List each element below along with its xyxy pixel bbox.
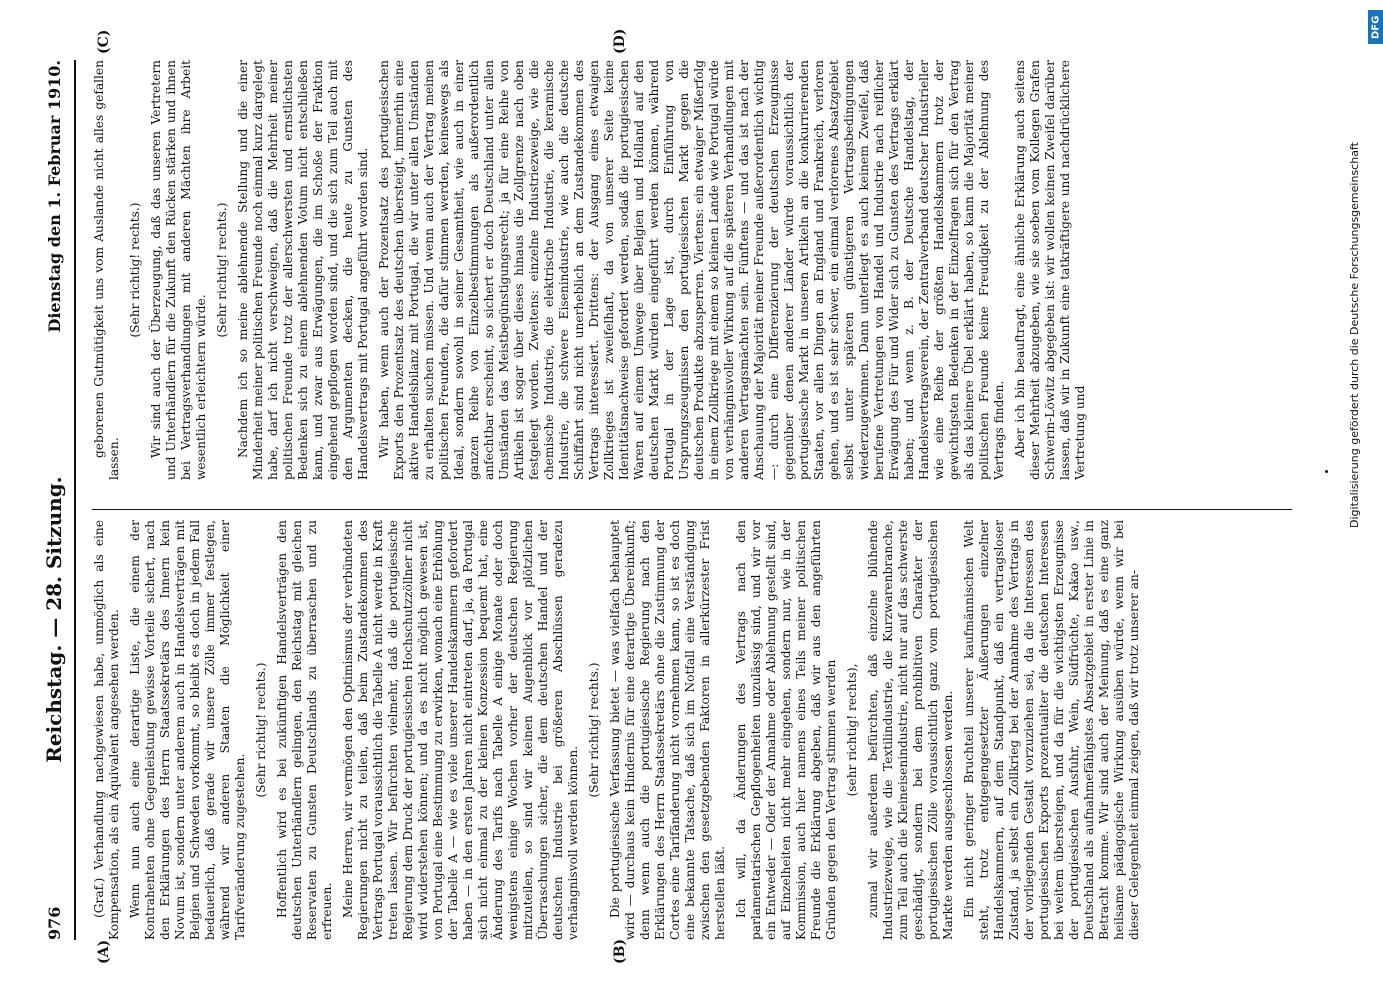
margin-marker-a: (A) — [96, 939, 112, 964]
page-number: 976 — [44, 906, 64, 940]
margin-marker-c: (C) — [96, 29, 112, 54]
dfg-logo: DFG — [1368, 10, 1383, 44]
paragraph: Ein nicht geringer Bruchteil unserer kaufmännischen Welt steht, trotz entgegengesetzter Äußerungen einzelner Handelskammern, auf dem Standpunkt, daß ein vertragsloser Zustand, ja selbst ein Zollkrieg bei der Annahme des Vertrags in der vorliegenden Gestalt vorzuziehen sei, da die Interessen des portugiesischen Exports prozentualiter die deutschen Interessen bei weitem übersteigen, und da für die wichtigsten Erzeugnisse der portugiesischen Ausfuhr, Wein, Südfrüchte, Kakao usw., Deutschland als aufnahmefähigstes Absatzgebiet in erster Linie in Betracht komme. Wir sind auch der Meinung, daß es eine ganz heilsame pädagogische Wirkung ausüben würde, wenn wir bei dieser Gelegenheit einmal zeigen, daß wir trotz unserer an- — [962, 520, 1141, 940]
interjection: (Sehr richtig! rechts.) — [128, 202, 142, 338]
paragraph: Hoffentlich wird es bei zukünftigen Handelsverträgen den deutschen Unterhändlern gelingen, den Reichstag mit gleichen Reservaten zu Gunsten Deutschlands zu überraschen und zu erfreuen. — [275, 520, 334, 940]
session-title: Reichstag. — 28. Sitzung. — [42, 476, 66, 763]
interjection: (sehr richtig! rechts), — [845, 663, 859, 797]
column-divider — [92, 509, 1292, 510]
paragraph: Wir sind auch der Überzeugung, daß das unseren Vertretern und Unterhändlern für die Zukunft den Rücken stärken und ihnen bei Vertragsverhandlungen mit anderen Mächten ihre Arbeit wesentlich erleichtern würde. — [149, 60, 208, 480]
margin-marker-d: (D) — [612, 28, 628, 54]
right-column — [92, 60, 1292, 480]
credit-text: Digitalisierung gefördert durch die Deutsche Forschungsgemeinschaft — [1348, 142, 1361, 528]
paragraph: Ich will, da Änderungen des Vertrags nach den parlamentarischen Gepflogenheiten unzulässig sind, und wir vor ein Entweder — Oder der Annahme oder Ablehnung gestellt sind, auf Einzelheiten nicht mehr eingehen, sondern nur, wie in der Kommission, auch hier namens eines Teils meiner politischen Freunde die Erklärung abgeben, daß wir aus den angeführten Gründen gegen den Vertrag stimmen werden — [734, 520, 838, 940]
paragraph: Aber ich bin beauftragt, eine ähnliche Erklärung auch seitens dieser Mehrheit abzugeben, wie sie soeben vom Kollegen Grafen Schwerin-Löwitz abgegeben ist: wir wollen keinen Zweifel darüber lassen, daß wir in Zukunft eine tatkräftigere und nachdrücklichere Vertretung und — [1013, 60, 1087, 480]
paragraph: Nachdem ich so meine ablehnende Stellung und die einer Minderheit meiner politischen Freunde noch einmal kurz dargelegt habe, darf ich nicht verschweigen, daß die Mehrheit meiner politischen Freunde trotz der allerschwersten und ernstlichsten Bedenken sich zu einem ablehnenden Votum nicht entschließen kann, und zwar aus Erwägungen, die im Schoße der Fraktion eingehend gepflogen worden sind, und die sich zum Teil auch mit den Argumenten decken, die heute zu Gunsten des Handelsvertrags mit Portugal angeführt worden sind. — [236, 60, 370, 480]
interjection: (Sehr richtig! rechts.) — [254, 662, 268, 798]
header-rule — [74, 60, 76, 940]
page-header — [40, 60, 68, 940]
paragraph: Wenn nun auch eine derartige Liste, die einem der Kontrahenten ohne Gegenleistung gewisse Vorteile sichert, nach den Erklärungen des Herrn Staatssekretärs des Innern kein Novum ist, sondern unter anderem auch in Handelsverträgen mit Belgien und Schweden vorkommt, so bleibt es doch in jedem Fall bedauerlich, daß gerade wir unsere Zölle immer festlegen, während wir anderen Staaten die Möglichkeit einer Tarifveränderung zugestehen. — [128, 520, 247, 940]
paragraph: zumal wir außerdem befürchten, daß einzelne blühende Industriezweige, wie die Textilindustrie, die Kurzwarenbranche, zum Teil auch die Kleineisenindustrie, nicht nur auf das schwerste geschädigt, sondern bei dem prohibitiven Charakter der portugiesischen Zölle voraussichtlich ganz vom portugiesischen Markte werden ausgeschlossen werden. — [866, 520, 955, 940]
interjection: (Sehr richtig! rechts.) — [215, 202, 229, 338]
paragraph: geborenen Gutmütigkeit uns vom Auslande nicht alles gefallen lassen. — [92, 60, 121, 480]
interjection: (Sehr richtig! rechts.) — [587, 662, 601, 798]
paragraph: Die portugiesische Verfassung bietet — was vielfach behauptet wird — durchaus kein Hindernis für eine derartige Übereinkunft; denn wenn auch die portugiesische Regierung nach den Erklärungen des Herrn Staatssekretärs ohne die Zustimmung der Cortes eine Tarifänderung nicht vornehmen kann, so ist es doch eine bekannte Tatsache, daß sich im Notfall eine Verständigung zwischen den gesetzgebenden Faktoren in allerkürzester Frist herstellen läßt. — [608, 520, 727, 940]
digitization-credit — [1338, 8, 1378, 988]
session-date: Dienstag den 1. Februar 1910. — [44, 60, 64, 333]
paragraph: (Graf.) Verhandlung nachgewiesen habe, unmöglich als eine Kompensation, als ein Äquivalent angesehen werden. — [92, 520, 121, 940]
margin-marker-b: (B) — [612, 938, 628, 964]
left-column — [92, 520, 1292, 940]
paragraph: Wir haben, wenn auch der Prozentsatz des portugiesischen Exports den Prozentsatz des deutschen übersteigt, immerhin eine aktive Handelsbilanz mit Portugal, die wir unter allen Umständen zu erhalten suchen müssen. Und wenn auch der Vertrag meinen politischen Freunden, die dafür stimmen werden, keineswegs als Ideal, sondern sowohl in seiner Gesamtheit, wie auch in einer ganzen Reihe von Einzelbestimmungen als außerordentlich anfechtbar erscheint, so sichert er doch Deutschland unter allen Umständen das Meistbegünstigungsrecht; ja für eine Reihe von Artikeln ist sogar über dieses hinaus die Zollgrenze nach oben festgelegt worden. Zweitens: einzelne Industriezweige, wie die chemische Industrie, die elektrische Industrie, die keramische Industrie, die schwere Eisenindustrie, wie auch die deutsche Schiffahrt sind nicht unerheblich an dem Zustandekommen des Vertrags interessiert. Drittens: der Ausgang eines etwaigen Zollkrieges ist zweifelhaft, da von unserer Seite keine Identitätsnachweise gefordert werden, sodaß die portugiesischen Waren auf einem Umwege über Belgien und Holland auf den deutschen Markt würden eingeführt werden können, während Portugal in der Lage ist, durch Einführung von Ursprungszeugnissen den portugiesischen Markt gegen die deutschen Produkte abzusperren. Viertens: ein etwaiger Mißerfolg in einem Zollkriege mit einem so kleinen Lande wie Portugal würde von verhängnisvoller Wirkung auf die späteren Verhandlungen mit anderen Vertragsmächten sein. Fünftens — und das ist nach der Anschauung der Majorität meiner Freunde außerordentlich wichtig —: durch eine Differenzierung der deutschen Erzeugnisse gegenüber denen anderer Länder würde voraussichtlich der portugiesische Markt in unseren Artikeln an die konkurrierenden Staaten, vor allen Dingen an England und Frankreich, verloren gehen, und es ist sehr schwer, ein einmal verlorenes Absatzgebiet selbst unter späteren günstigeren Vertragsbedingungen wiederzugewinnen. Dann unterliegt es auch keinem Zweifel, daß berufene Vertretungen von Handel und Industrie nach reiflicher Erwägung des Für und Wider sich zu Gunsten des Vertrags erklärt haben; und wenn z. B. der Deutsche Handelstag, der Handelsvertragsverein, der Zentralverband deutscher Industrieller wie eine Reihe der größten Handelskammern trotz der gewichtigsten Bedenken in der Einzelfragen sich für den Vertrag als das kleinere Übel erklärt haben, so kann die Majorität meiner politischen Freunde keine Freudigkeit zu der Ablehnung des Vertrags finden. — [377, 60, 1006, 480]
print-speck — [1325, 470, 1328, 473]
paragraph: Meine Herren, wir vermögen den Optimismus der verbündeten Regierungen nicht zu teilen, daß beim Zustandekommen des Vertrags Portugal voraussichtlich die Tabelle A nicht werde in Kraft treten lassen. Wir befürchten vielmehr, daß die portugiesische Regierung dem Druck der portugiesischen Hochschutzzöllner nicht wird widerstehen können; und da es nicht möglich gewesen ist, von Portugal eine Bestimmung zu erwirken, wonach eine Erhöhung der Tabelle A — wie es viele unserer Handelskammern gefordert haben — in den ersten Jahren nicht eintreten darf, ja, da Portugal sich nicht einmal zu der kleinen Konzession bequemt hat, eine Änderung des Tarifs nach Tabelle A einige Monate oder doch wenigstens einige Wochen vorher der deutschen Regierung mitzuteilen, so sind wir keinen Augenblick vor plötzlichen Überraschungen sicher, die dem deutschen Handel und der deutschen Industrie bei größeren Abschlüssen geradezu verhängnisvoll werden können. — [341, 520, 580, 940]
